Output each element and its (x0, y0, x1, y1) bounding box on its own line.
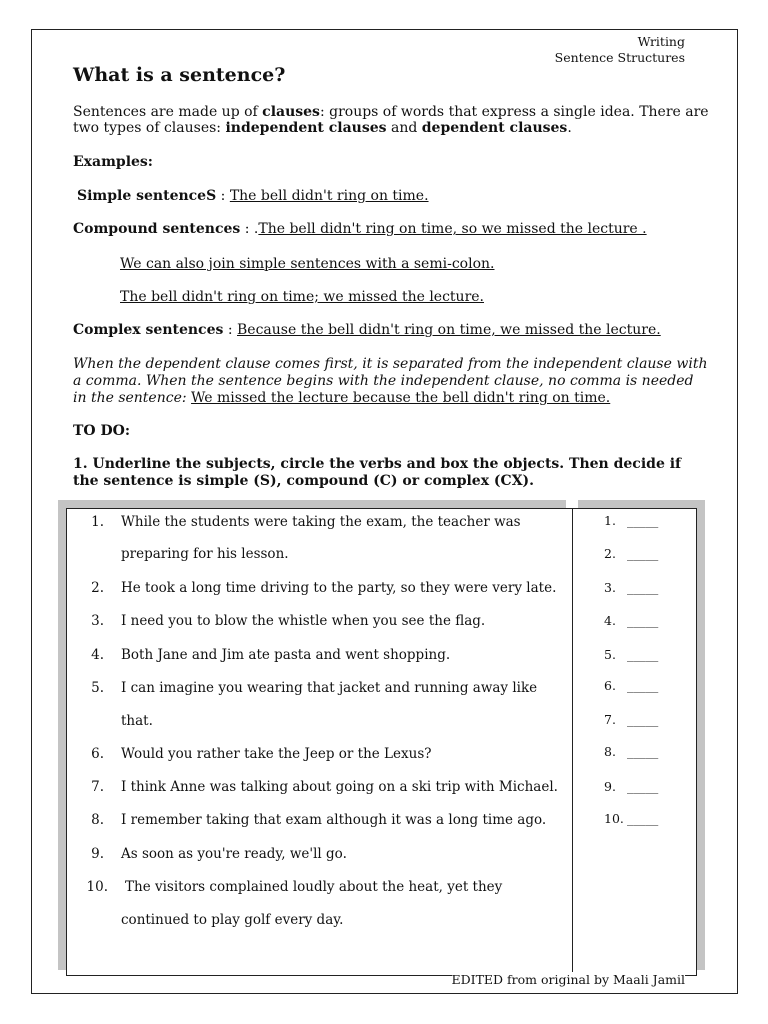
answer-blank[interactable]: _____ (627, 647, 659, 662)
question-text: that. (121, 713, 153, 729)
question-text: I need you to blow the whistle when you see the flag. (121, 613, 486, 629)
answer-blank[interactable]: _____ (627, 546, 659, 561)
page-title: What is a sentence? (73, 64, 286, 86)
question-number: 7. (91, 779, 104, 795)
note-line-2: a comma. When the sentence begins with the independent clause, no comma is needed (73, 373, 694, 389)
question-text: While the students were taking the exam, the teacher was (121, 514, 521, 530)
question-number: 5. (91, 680, 104, 696)
question-number: 1. (91, 514, 104, 530)
question-text: I think Anne was talking about going on a ski trip with Michael. (121, 779, 558, 795)
note-line-1: When the dependent clause comes first, it is separated from the independent clause with (73, 356, 708, 372)
question-text: The visitors complained loudly about the heat, yet they (125, 879, 503, 895)
question-text: Both Jane and Jim ate pasta and went shopping. (121, 647, 451, 663)
answer-number: 2. (604, 546, 616, 561)
question-number: 10. (86, 879, 108, 895)
answer-number: 1. (604, 513, 616, 528)
examples-heading: Examples: (73, 154, 153, 170)
header-subject: Writing (637, 34, 685, 49)
footer-credit: EDITED from original by Maali Jamil (451, 972, 685, 987)
intro-line-1: Sentences are made up of clauses: groups of words that express a single idea. There are (73, 104, 709, 120)
answer-blank[interactable]: _____ (627, 513, 659, 528)
question-number: 3. (91, 613, 104, 629)
answer-number: 4. (604, 613, 616, 628)
questions-box (66, 508, 573, 976)
answer-number: 7. (604, 712, 616, 727)
instruction-line-2: the sentence is simple (S), compound (C) or complex (CX). (73, 473, 535, 489)
todo-heading: TO DO: (73, 423, 130, 439)
term-independent: independent clauses (225, 120, 387, 136)
question-number: 2. (91, 580, 104, 596)
answers-box (572, 508, 697, 976)
question-text: continued to play golf every day. (121, 912, 344, 928)
intro-line-2: two types of clauses: independent clauses and dependent clauses. (73, 120, 572, 136)
term-dependent: dependent clauses (421, 120, 568, 136)
answer-number: 3. (604, 580, 616, 595)
question-text: preparing for his lesson. (121, 546, 289, 562)
answer-blank[interactable]: _____ (627, 613, 659, 628)
answer-blank[interactable]: _____ (627, 678, 659, 693)
instruction-line-1: 1. Underline the subjects, circle the verbs and box the objects. Then decide if (73, 456, 682, 472)
answer-number: 9. (604, 779, 616, 794)
answer-blank[interactable]: _____ (627, 779, 659, 794)
compound-note: We can also join simple sentences with a semi-colon. (120, 256, 495, 272)
question-text: I remember taking that exam although it was a long time ago. (121, 812, 547, 828)
question-text: Would you rather take the Jeep or the Lexus? (121, 746, 432, 762)
answer-blank[interactable]: _____ (627, 744, 659, 759)
question-number: 6. (91, 746, 104, 762)
complex-sentence-example: Complex sentences : Because the bell didn't ring on time, we missed the lecture. (73, 322, 661, 338)
question-number: 8. (91, 812, 104, 828)
compound-sentence-example: Compound sentences : .The bell didn't ring on time, so we missed the lecture . (73, 221, 647, 237)
answer-number: 5. (604, 647, 616, 662)
header-topic: Sentence Structures (554, 50, 685, 65)
question-text: As soon as you're ready, we'll go. (121, 846, 347, 862)
compound-semicolon-example: The bell didn't ring on time; we missed the lecture. (120, 289, 484, 305)
answer-blank[interactable]: _____ (627, 580, 659, 595)
question-text: He took a long time driving to the party, so they were very late. (121, 580, 557, 596)
question-text: I can imagine you wearing that jacket and running away like (121, 680, 538, 696)
simple-sentence-example: Simple sentenceS : The bell didn't ring on time. (77, 188, 429, 204)
note-line-3: in the sentence: We missed the lecture because the bell didn't ring on time. (73, 390, 611, 406)
answer-blank[interactable]: _____ (627, 811, 659, 826)
answer-number: 10. (604, 811, 624, 826)
question-number: 9. (91, 846, 104, 862)
answer-number: 6. (604, 678, 616, 693)
term-clauses: clauses (262, 104, 320, 120)
answer-blank[interactable]: _____ (627, 712, 659, 727)
question-number: 4. (91, 647, 104, 663)
answer-number: 8. (604, 744, 616, 759)
